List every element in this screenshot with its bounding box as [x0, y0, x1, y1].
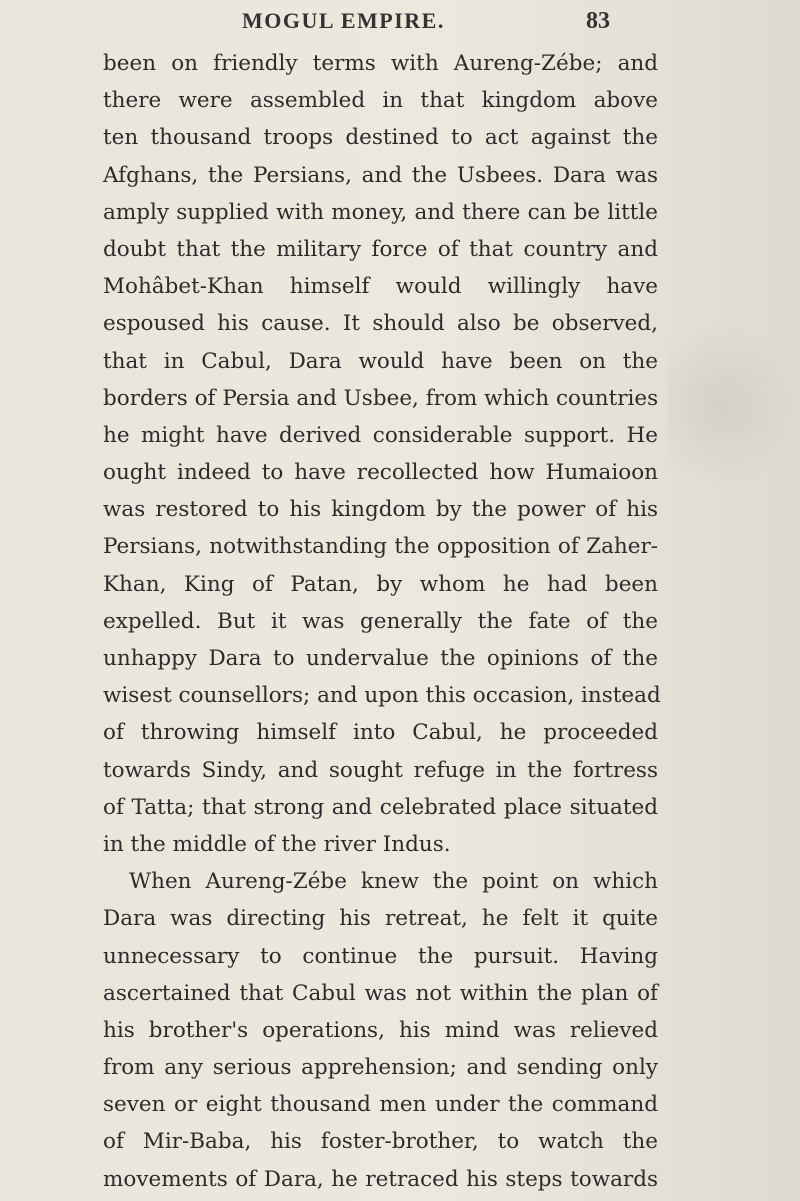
- text-line: towards Sindy, and sought refuge in the fortress: [103, 757, 658, 783]
- text-line: Khan, King of Patan, by whom he had been: [103, 571, 658, 597]
- running-head: MOGUL EMPIRE.: [242, 8, 445, 33]
- text-line: Dara was directing his retreat, he felt it quite: [103, 906, 658, 932]
- text-line: ascertained that Cabul was not within the plan of: [103, 980, 658, 1006]
- text-line: from any serious apprehension; and sending only: [103, 1055, 658, 1081]
- text-line: was restored to his kingdom by the power of his: [103, 497, 658, 523]
- paragraph-end-line: in the middle of the river Indus.: [103, 831, 451, 857]
- text-line: movements of Dara, he retraced his steps towards: [103, 1166, 658, 1192]
- text-line: Mohâbet-Khan himself would willingly have: [103, 274, 658, 300]
- text-line: Afghans, the Persians, and the Usbees. Dara was: [103, 162, 658, 188]
- text-line: unnecessary to continue the pursuit. Having: [103, 943, 658, 969]
- text-line: espoused his cause. It should also be observed,: [103, 311, 658, 337]
- text-line: of Mir-Baba, his foster-brother, to watch the: [103, 1129, 658, 1155]
- text-line: that in Cabul, Dara would have been on the: [103, 348, 658, 374]
- text-line: ten thousand troops destined to act against the: [103, 125, 658, 151]
- text-line: there were assembled in that kingdom above: [103, 88, 658, 114]
- text-line: unhappy Dara to undervalue the opinions of the: [103, 646, 658, 671]
- text-line: wisest counsellors; and upon this occasion, instead: [103, 683, 661, 709]
- text-line: his brother's operations, his mind was relieved: [103, 1017, 658, 1043]
- text-line: of throwing himself into Cabul, he proceeded: [103, 720, 658, 746]
- page-header: [0, 8, 800, 36]
- text-line: amply supplied with money, and there can be little: [103, 199, 658, 225]
- page-number: 83: [586, 8, 610, 34]
- text-line: he might have derived considerable support. He: [103, 422, 658, 448]
- text-line: Persians, notwithstanding the opposition of Zaher-: [103, 534, 658, 560]
- text-line: seven or eight thousand men under the command: [103, 1092, 658, 1118]
- text-line: doubt that the military force of that country and: [103, 236, 658, 262]
- show-through-shadow: [668, 320, 800, 490]
- body-text: [103, 45, 661, 1198]
- text-line: expelled. But it was generally the fate of the: [103, 608, 658, 634]
- paragraph-start-line: When Aureng-Zébe knew the point on which: [129, 869, 658, 895]
- text-line: borders of Persia and Usbee, from which countries: [103, 385, 659, 411]
- text-line: been on friendly terms with Aureng-Zébe; and: [103, 51, 658, 76]
- text-line: ought indeed to have recollected how Humaioon: [103, 460, 658, 486]
- text-line: of Tatta; that strong and celebrated place situated: [103, 794, 658, 820]
